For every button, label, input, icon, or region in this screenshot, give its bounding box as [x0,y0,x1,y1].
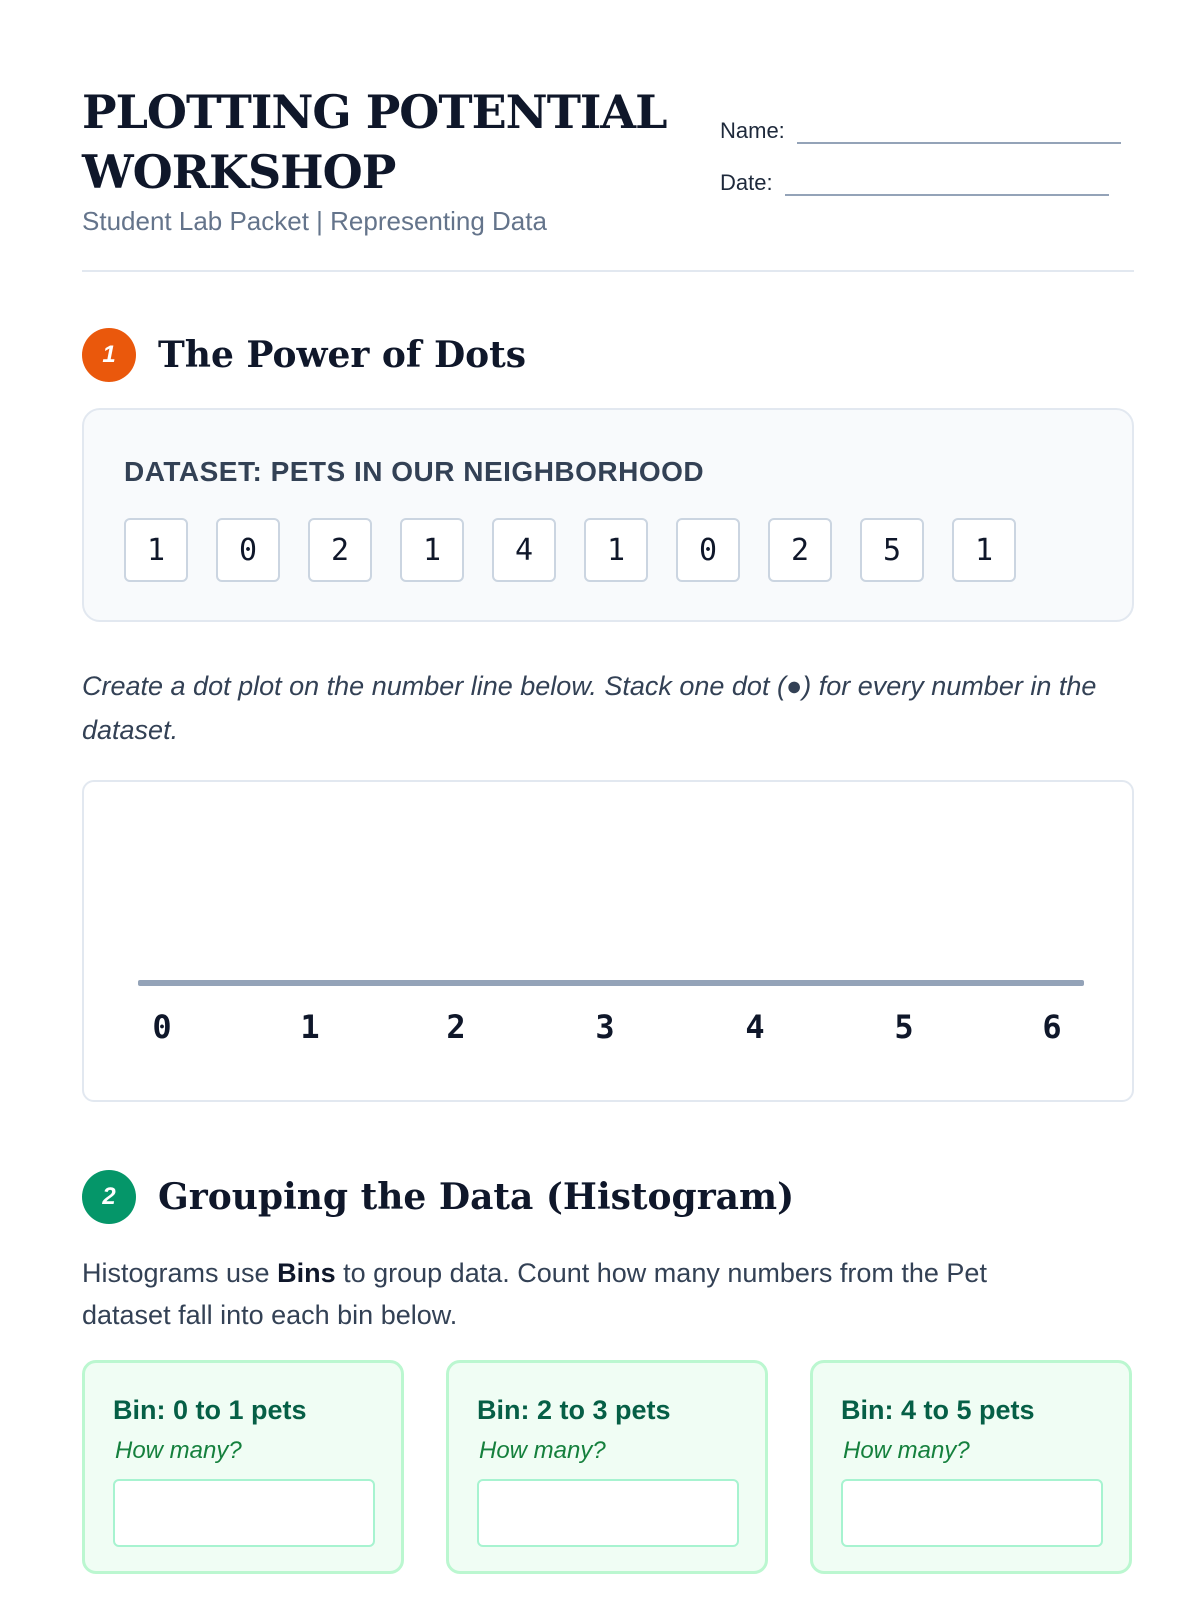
section-1-number-badge: 1 [82,328,136,382]
bin-label: Bin: 2 to 3 pets [477,1395,671,1425]
number-line [138,980,1084,986]
dataset-value: 0 [216,518,280,582]
dataset-value: 2 [768,518,832,582]
dataset-value: 1 [124,518,188,582]
section-1-heading [82,328,526,382]
section-1-title: The Power of Dots [158,334,527,376]
bin-count-input[interactable] [113,1479,375,1547]
name-field[interactable] [797,122,1121,144]
bin-card [810,1360,1132,1574]
dataset-title: DATASET: PETS IN OUR NEIGHBORHOOD [124,456,705,487]
dataset-value: 1 [952,518,1016,582]
bin-question: How many? [115,1437,242,1464]
section-2-heading [82,1170,794,1224]
section-2-number-badge: 2 [82,1170,136,1224]
section-2-title: Grouping the Data (Histogram) [158,1176,795,1218]
number-line-tick: 1 [300,1008,320,1046]
dataset-value: 5 [860,518,924,582]
name-row [720,118,1121,144]
dataset-value: 2 [308,518,372,582]
histogram-description [82,1252,1082,1336]
dataset-value: 0 [676,518,740,582]
bin-card [446,1360,768,1574]
page-subtitle: Student Lab Packet | Representing Data [82,206,547,236]
date-label: Date: [720,170,773,195]
number-line-tick: 2 [446,1008,466,1046]
dot-plot-instruction: Create a dot plot on the number line below. Stack one dot (●) for every number in the dataset. [82,671,1097,745]
page-title: PLOTTING POTENTIAL WORKSHOP [82,85,667,199]
dot-plot-area[interactable] [82,780,1134,1102]
dataset-value: 1 [584,518,648,582]
number-line-tick: 5 [894,1008,914,1046]
dataset-values [124,518,1016,582]
histogram-description-text: to group data. Count how many numbers from the Pet dataset fall into each bin below. [82,1258,987,1330]
bin-count-input[interactable] [477,1479,739,1547]
number-line-tick: 6 [1042,1008,1062,1046]
header-divider [82,270,1134,272]
bin-card [82,1360,404,1574]
bin-label: Bin: 4 to 5 pets [841,1395,1035,1425]
histogram-description-text: Histograms use [82,1258,278,1288]
histogram-description-bold: Bins [277,1258,336,1288]
bin-question: How many? [843,1437,970,1464]
number-line-tick: 0 [152,1008,172,1046]
dataset-value: 1 [400,518,464,582]
dataset-value: 4 [492,518,556,582]
date-row [720,170,1109,196]
bin-count-input[interactable] [841,1479,1103,1547]
date-field[interactable] [785,174,1109,196]
number-line-tick: 3 [595,1008,615,1046]
number-line-tick: 4 [745,1008,765,1046]
bin-question: How many? [479,1437,606,1464]
bin-label: Bin: 0 to 1 pets [113,1395,307,1425]
dataset-card [82,408,1134,622]
name-label: Name: [720,118,785,143]
